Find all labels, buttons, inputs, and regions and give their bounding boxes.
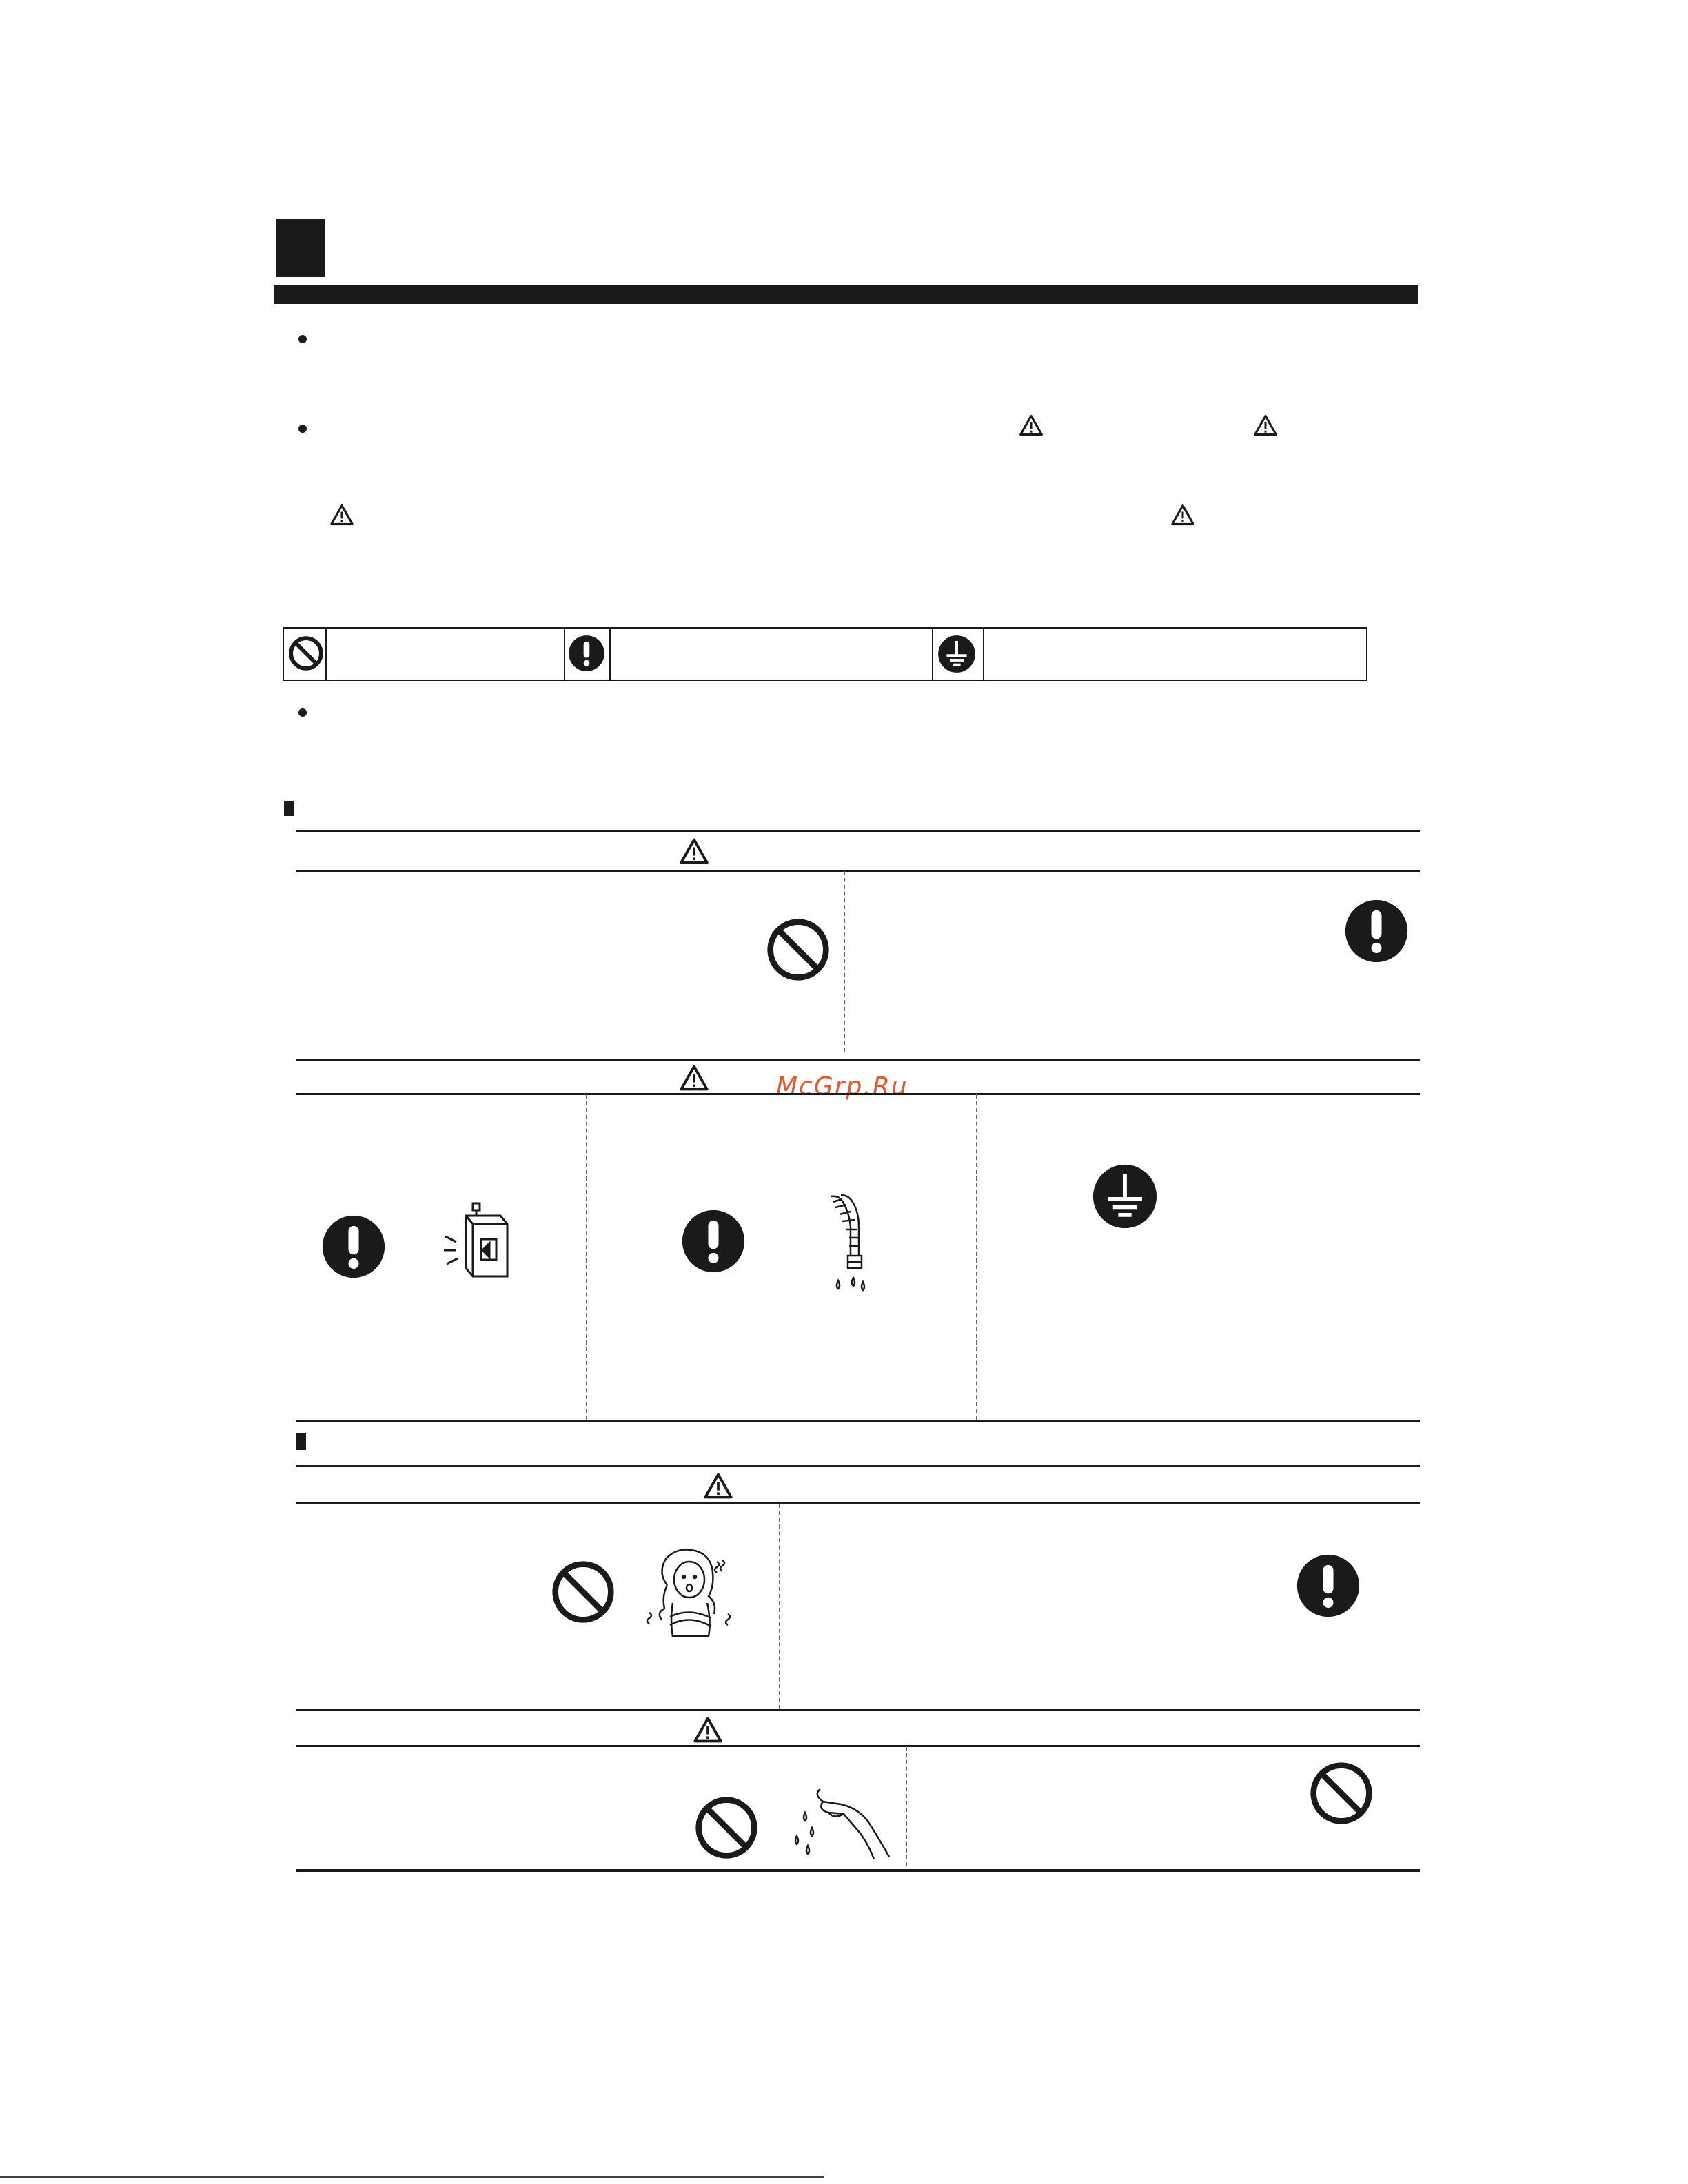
mandatory-exclamation-icon [568,635,605,672]
warning-triangle-icon [693,1716,723,1744]
mandatory-exclamation-icon [681,1209,746,1274]
bullet [298,708,307,717]
bullet [298,425,307,433]
warning-triangle-icon [1253,414,1278,437]
column-divider [906,1746,907,1866]
warning-triangle-icon [703,1472,733,1500]
prohibited-icon [693,1795,760,1861]
column-divider [586,1094,587,1420]
section-marker [284,801,294,816]
section-number-box [276,219,325,277]
warning-triangle-icon [329,503,354,527]
table-rule [296,1093,1420,1095]
cold-person-illustration-icon [642,1545,739,1639]
column-divider [976,1094,977,1420]
section-marker [296,1433,306,1450]
mandatory-exclamation-icon [1344,899,1409,963]
mandatory-exclamation-icon [321,1214,386,1279]
ground-icon [937,635,976,673]
column-divider [779,1504,780,1709]
warning-triangle-icon [679,837,709,865]
breaker-box-illustration-icon [441,1201,517,1283]
ground-icon [1092,1163,1158,1229]
warning-triangle-icon [1019,414,1044,437]
watermark: McGrp.Ru [776,1072,908,1101]
table-rule [296,870,1420,872]
table-rule [296,1059,1420,1061]
table-rule [296,1465,1420,1467]
drain-hose-illustration-icon [826,1192,870,1296]
symbol-legend-table [283,627,1367,681]
warning-triangle-icon [1170,503,1195,527]
mandatory-exclamation-icon [1296,1553,1361,1618]
header-rule [274,285,1418,304]
column-divider [844,871,845,1052]
bullet [298,335,307,343]
prohibited-icon [765,917,831,983]
table-rule [296,1745,1420,1747]
table-rule [296,830,1420,832]
prohibited-icon [1308,1760,1374,1826]
footer-rule [0,2176,824,2178]
wet-hand-illustration-icon [793,1785,896,1862]
warning-triangle-icon [679,1064,709,1092]
prohibited-icon [550,1559,616,1625]
table-rule [296,1709,1420,1711]
table-bottom-rule [296,1869,1420,1872]
table-rule [296,1420,1420,1422]
table-rule [296,1502,1420,1504]
prohibited-icon [288,635,324,671]
